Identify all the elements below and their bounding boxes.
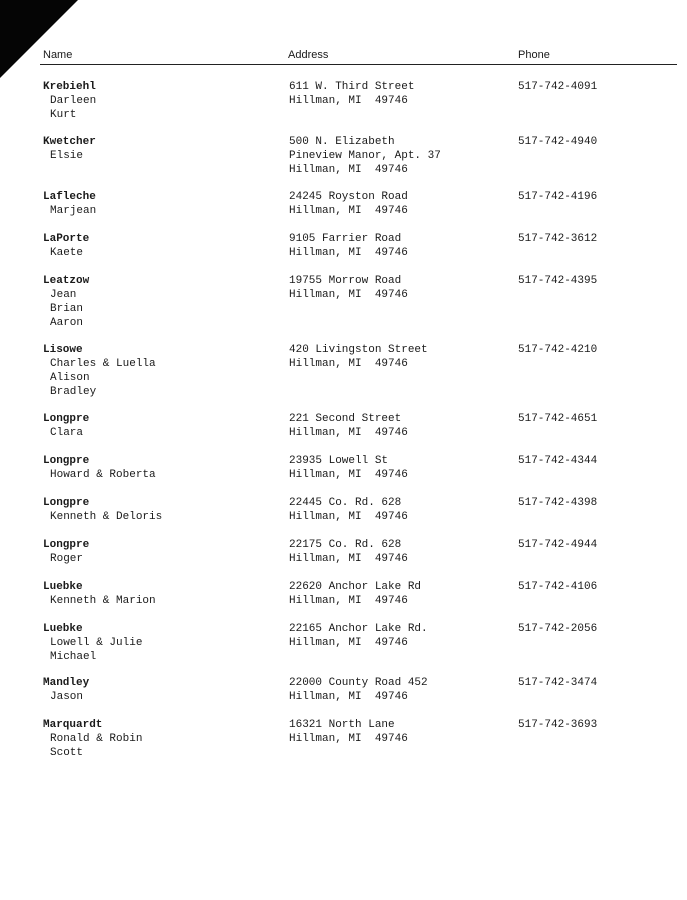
entry-member: Jean (50, 289, 77, 301)
entry-address-line: 221 Second Street (289, 413, 402, 425)
entry-phone: 517-742-4940 (518, 136, 598, 148)
entry-address-line: Hillman, MI 49746 (289, 289, 408, 301)
entry-address-line: 9105 Farrier Road (289, 233, 402, 245)
entry-name-block (43, 496, 162, 524)
entry-surname: Kwetcher (43, 136, 96, 148)
entry-name-block (43, 80, 96, 122)
entry-name-block (43, 676, 89, 704)
entry-address-block (289, 135, 441, 177)
entry-phone: 517-742-4196 (518, 191, 598, 203)
entry-member: Kaete (50, 247, 84, 259)
entry-name-block (43, 454, 156, 482)
entry-address-block (289, 496, 408, 524)
entry-address-line: 611 W. Third Street (289, 81, 415, 93)
entry-surname: Leatzow (43, 275, 90, 287)
entry-address-line: Hillman, MI 49746 (289, 637, 408, 649)
entry-member: Darleen (50, 95, 97, 107)
entry-address-line: Hillman, MI 49746 (289, 205, 408, 217)
entry-member: Alison (50, 372, 90, 384)
entry-address-line: Hillman, MI 49746 (289, 358, 408, 370)
entry-address-line: Hillman, MI 49746 (289, 95, 408, 107)
entry-address-line: Pineview Manor, Apt. 37 (289, 150, 441, 162)
entry-address-block (289, 274, 408, 302)
entry-phone: 517-742-4398 (518, 497, 598, 509)
entry-address-block (289, 622, 428, 650)
entry-phone: 517-742-4091 (518, 81, 598, 93)
entry-member: Michael (50, 651, 97, 663)
entry-phone: 517-742-2056 (518, 623, 598, 635)
entry-address-block (289, 718, 408, 746)
entry-surname: Luebke (43, 623, 83, 635)
entry-address-line: 22175 Co. Rd. 628 (289, 539, 402, 551)
entry-address-block (289, 454, 408, 482)
entry-address-line: Hillman, MI 49746 (289, 164, 408, 176)
entry-surname: LaPorte (43, 233, 90, 245)
entry-member: Roger (50, 553, 84, 565)
name-column-header: Name (43, 49, 73, 61)
entry-address-line: Hillman, MI 49746 (289, 733, 408, 745)
entry-phone: 517-742-4344 (518, 455, 598, 467)
entry-member: Jason (50, 691, 84, 703)
entry-surname: Luebke (43, 581, 83, 593)
entry-address-block (289, 580, 421, 608)
entry-surname: Longpre (43, 455, 90, 467)
entry-address-line: Hillman, MI 49746 (289, 427, 408, 439)
entry-surname: Mandley (43, 677, 90, 689)
entry-name-block (43, 622, 142, 664)
phone-column-header: Phone (518, 49, 550, 61)
entry-address-line: Hillman, MI 49746 (289, 247, 408, 259)
entry-member: Lowell & Julie (50, 637, 143, 649)
entry-name-block (43, 538, 89, 566)
entry-name-block (43, 580, 156, 608)
entry-phone: 517-742-3693 (518, 719, 598, 731)
entry-member: Aaron (50, 317, 84, 329)
entry-surname: Lafleche (43, 191, 96, 203)
entry-member: Ronald & Robin (50, 733, 143, 745)
entry-member: Kurt (50, 109, 77, 121)
entry-address-line: 22000 County Road 452 (289, 677, 428, 689)
entry-surname: Longpre (43, 497, 90, 509)
entry-address-block (289, 343, 428, 371)
entry-address-block (289, 190, 408, 218)
entry-phone: 517-742-3612 (518, 233, 598, 245)
address-column-header: Address (288, 49, 329, 61)
entry-member: Clara (50, 427, 84, 439)
entry-address-line: Hillman, MI 49746 (289, 511, 408, 523)
entry-phone: 517-742-4651 (518, 413, 598, 425)
entry-member: Bradley (50, 386, 97, 398)
entry-address-block (289, 232, 408, 260)
entry-address-line: 19755 Morrow Road (289, 275, 402, 287)
entry-member: Howard & Roberta (50, 469, 156, 481)
page-corner-fold (0, 0, 78, 78)
entry-phone: 517-742-4106 (518, 581, 598, 593)
entry-name-block (43, 190, 96, 218)
entry-name-block (43, 232, 89, 260)
entry-address-line: Hillman, MI 49746 (289, 553, 408, 565)
entry-address-line: 23935 Lowell St (289, 455, 389, 467)
entry-member: Marjean (50, 205, 97, 217)
entry-name-block (43, 135, 96, 163)
entry-address-line: Hillman, MI 49746 (289, 595, 408, 607)
entry-phone: 517-742-4395 (518, 275, 598, 287)
entry-name-block (43, 412, 89, 440)
entry-address-line: 24245 Royston Road (289, 191, 408, 203)
entry-address-line: 22165 Anchor Lake Rd. (289, 623, 428, 635)
entry-surname: Longpre (43, 413, 90, 425)
entry-name-block (43, 274, 89, 330)
entry-phone: 517-742-4944 (518, 539, 598, 551)
entry-surname: Longpre (43, 539, 90, 551)
entry-address-line: 22445 Co. Rd. 628 (289, 497, 402, 509)
entry-name-block (43, 718, 142, 760)
entry-surname: Marquardt (43, 719, 103, 731)
entry-address-line: Hillman, MI 49746 (289, 691, 408, 703)
entry-member: Charles & Luella (50, 358, 156, 370)
entry-member: Kenneth & Marion (50, 595, 156, 607)
entry-address-block (289, 80, 414, 108)
entry-member: Kenneth & Deloris (50, 511, 163, 523)
entry-member: Brian (50, 303, 84, 315)
entry-surname: Krebiehl (43, 81, 96, 93)
entry-address-block (289, 538, 408, 566)
entry-address-line: 420 Livingston Street (289, 344, 428, 356)
entry-address-line: 500 N. Elizabeth (289, 136, 395, 148)
entry-phone: 517-742-4210 (518, 344, 598, 356)
entry-surname: Lisowe (43, 344, 83, 356)
entry-address-line: 22620 Anchor Lake Rd (289, 581, 422, 593)
entry-address-block (289, 676, 428, 704)
entry-address-block (289, 412, 408, 440)
entry-address-line: 16321 North Lane (289, 719, 395, 731)
entry-member: Scott (50, 747, 84, 759)
entry-name-block (43, 343, 156, 399)
entry-member: Elsie (50, 150, 84, 162)
entry-address-line: Hillman, MI 49746 (289, 469, 408, 481)
column-header-row (40, 44, 677, 65)
entry-phone: 517-742-3474 (518, 677, 598, 689)
